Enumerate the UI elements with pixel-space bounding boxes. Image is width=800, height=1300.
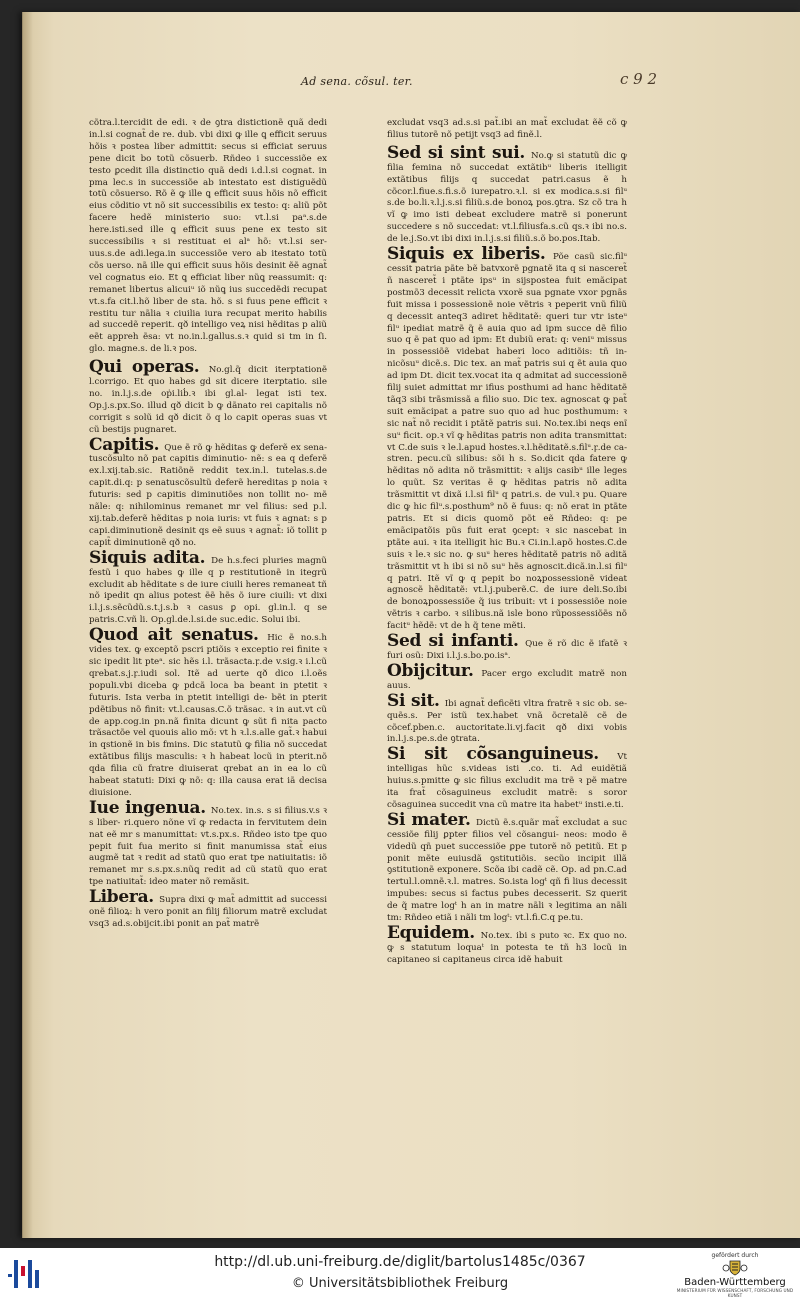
- commentary-text: Ibi agnat̃ deficẽti vltra fratrẽ ꝛ sic ob. se- quẽs.s. Per istũ tex.habet vnã õcretalẽ cẽ de cõcef.pben.c. auctoritate.li.vj.facit qð dixi vobis in.l.j.s.pe.s.de ꝯtrata.: [387, 698, 628, 745]
- rubric-paragraph: [387, 142, 628, 246]
- sponsor-caption: gefördert durch: [711, 1252, 759, 1259]
- commentary-text: No.gl.q̃ dicit iterptationẽ l.corrigo. Et quo habes gd sit dicere iterptatio. sile no. in.l.j.s.de oṗi.liḃ.ꝛ ibi gl.al- legat isti tex. Op.j.s.px.So. illud qð dicit b ꝙ dãnato rei capitalis nõ corrigit s solũ id qð dicit õ q lo capit operas suas vt cũ bestijs pugnaret.: [89, 365, 328, 435]
- commentary-text: No.ꝙ si statutũ dic ꝙ filia femina nõ succedat extãtibᵘ liberis itelligit extãtibus filijs q succedat patri.casus ẽ h cõcor.l.fiue.s.fi.s.õ iurepatro.ꝛ.l. si ex modica.s.si filᵘ s.de bo.li.ꝛ.l.j.s.si filiũ.s.de bonoꝝ pos.ꝯtra. Sz cõ tra h vĩ ꝙ imo isti debeat excludere matrẽ si ponerunt succedere s nõ succedat: vt.l.filiusfa.s.cũ qs.ꝛ ibi no.s. de le.j.So.vt ibi dixi in.l.j.s.si filiũ.s.õ bo.pos.Itab.: [387, 150, 628, 245]
- rubric-paragraph: [387, 633, 627, 663]
- rubric-paragraph: [89, 889, 327, 931]
- rubric-lemma: Equidem.: [387, 923, 475, 943]
- rubric-paragraph: [387, 690, 628, 747]
- document-url-link[interactable]: http://dl.ub.uni-freiburg.de/diglit/bartolus1485c/0367: [214, 1254, 586, 1270]
- rubric-lemma: Obijcitur.: [387, 660, 474, 681]
- sponsor-logo: [676, 1252, 794, 1296]
- rubric-paragraph: [89, 797, 327, 889]
- folio-number: c 9 2: [620, 70, 658, 88]
- commentary-text: Que ẽ rõ ꝙ hẽditas ꝙ deferẽ ex sena- tuscõsulto nõ pat capitis diminutio- nẽ: s ea q deferẽ ex.l.xij.tab.sic. Ratiõnẽ reddit tex.in.l. tutelas.s.de capit.di.q: p senatuscõsultũ deferẽ hereditas p noia ꝛ futuris: sed p capitis diminutiões non tollit no- mẽ nãle: q: nihilominus remanet mr vel filius: sed p.l. xij.tab.deferẽ hẽditas p noia iuris: vt fuis ꝛ agnat: s p capi.diminutionẽ desinit qs eẽ suus ꝛ agnat̃: iõ tollit p capit̃ diminutionẽ qð no.: [89, 442, 327, 548]
- sponsor-ministry: MINISTERIUM FÜR WISSENSCHAFT, FORSCHUNG UND KUNST: [676, 1288, 794, 1298]
- commentary-paragraph: cõtra.l.tercidit de edi. ꝛ de ꝯtra distictionẽ quã dedi in.l.si cognat̃ de re. dub. vbi dixi ꝙ ille ꝗ efficit seruus hõis ꝛ postea liber admittit: secus si efficiat seruus pene dicit bo totũ cõsuerb. Rñdeo i successiõe ex testo ꝑcedit illa distinctio quã dedi i.d.l.si cognat. in pma lec.s in successiõe ab intestato est distiguẽdũ totũ cõsuerso. Rõ ẽ ꝙ ille ꝗ efficit suus hõis nõ efficit eius cõditio vt nõ sit successibilis ex testo: q: aliũ põt facere hedẽ ministerio suo: vt.l.si paᵃ.s.de here.isti.sed ille ꝗ efficit suus pene ex testo sit successibilis ꝛ si restituat ei alᵃ hõ: vt.l.si ser- uus.s.de adi.lega.in successiõe vero ab itestato totũ cõs uerso. nã ille ꝗui efficit suus hõis desinit ẽẽ agnat̃ vel cognatus eio. Et ꝗ efficiat liber nũꝗ reassumit: q: remanet libertus alicuiᵘ iõ nũꝗ ius succedẽdi recupat vt.s.fa cit.l.hõ liber de sta. hõ. s si fuus pene efficit ꝛ restitu tur nãlia ꝛ ciuilia iura recupat merito habilis ad succedẽ reperit. qð intelligo veꝝ nisi hẽditas p aliũ eẽt appreh ẽsa: vt no.in.l.gallus.s.ꝛ quid si tm in ſi. glo. magne.s. de li.ꝛ pos.: [89, 118, 327, 355]
- commentary-text: Pacer ergo excludit matrẽ non auus.: [387, 668, 627, 691]
- page-edge-shadow: [23, 12, 33, 1238]
- rubric-lemma: Quod ait senatus.: [89, 625, 259, 646]
- rubric-paragraph: [89, 547, 327, 627]
- rubric-lemma: Si mater.: [387, 809, 471, 830]
- rubric-paragraph: [89, 434, 327, 550]
- rubric-lemma: Si sit cõsanguineus.: [387, 744, 599, 765]
- rubric-lemma: Siquis adita.: [89, 547, 206, 568]
- commentary-text: Põe casũ sic.filᵘ cessit patria pãte bẽ batvxorẽ pgnatẽ ita q si nasceret̃ ñ nasceret̃ i ptãte ipsᵘ in sijspostea fuit emãcipat postmõ3 decessit relicta vxorẽ sua pgnate vxor pgnãs fuit missa i possessionẽ noie vẽtris ꝛ peperit vnũ filiũ q decessit anteq3 adiret hẽditatẽ: queri tur vtr isteᵘ filᵘ ipediat matrẽ q̃ ẽ auia quo ad ipm succe dẽ filio suo q ẽ pat quo ad ipm: Et dubiũ erat: q: veniᵘ missus in possessiõẽ videbat haberi loco aditiõis: tñ in- nicõsuᵘ dicẽ.s. Dic tex. an mat̃ patris sui q ẽt auia quo ad ipm Dt. dicit tex.vocat ita q admitat ad successionẽ filij suiet admittat mr ifius posthumi ad hanc hẽditatẽ tãq3 sibi trãsmissã a filio suo. Dic tex. agnoscat ꝙ pat̃ suit emãcipat a patre suo quo ad huc posthumum: ꝛ sic nat̃ nõ recidit i ptãtẽ patris sui. No.tex.ibi neqs enĩ suᵘ ficit. op.ꝛ vĩ ꝙ hẽditas patris non adita transmittat: vt C.de suis ꝛ le.l.apud hostes.ꝛ.l.hẽditatẽ.s.filᵘ.ꝼ.de ca- stren. pecu.cũ silibus: sõi h s. So.dicit qda fatere ꝙ hẽditas nõ adita nõ trãsmittit: ꝛ alijs casibᵘ ille leges lo quũt. Sz veritas ẽ ꝙ hẽditas patris nõ adita trãsmittit vt dixã i.l.si filᵘ q patri.s. de vul.ꝛ pu. Quare dic ꝙ hic filᵘ.s.posthum⁹ nõ ẽ fuus: q: nõ erat in ptãte patris. Et si dicis quomõ põt eẽ Rñdeo: q: pe emãcipatõis pũs fuit erat ꝯcept: ꝛ sic nascebat in ptãte aui. ꝛ ita itelligit hic Bu.ꝛ Ci.in.l.apõ hostes.C.de suis ꝛ le.ꝛ sic no. ꝙ suᵘ heres hẽditatẽ patris nõ aditã trãsmittit vt h ibi si nõ suᵘ hẽs agnoscit.dicã.in.l.si filᵘ q patri. Itẽ vĩ ꝙ q pepit bo noꝝpossessionẽ videat agnoscẽ hẽditatẽ: vt.l.j.puberẽ.C. de iure deli.So.ibi de bonoꝝpossessiõe q̃ ius tribuit: vt i possessiõe noie vẽtris ꝛ carbo. ꝛ silibus.nã isle bono rũpossessiõẽs nõ facitᵘ hẽdẽ: vt de h q̃ tene mẽti.: [387, 252, 628, 632]
- commentary-text: No.tex. ibi s puto ꝛc. Ex quo no. ꝙ s statutum loquaᵗ in potesta te tñ h3 locũ in capitaneo si capitaneus circa idẽ habuit: [387, 931, 627, 965]
- commentary-text: Que ẽ rõ dic ẽ ifatẽ ꝛ furi osũ: Dixi i.l.j.s.bo.po.isᵃ.: [387, 639, 627, 661]
- right-text-column: [387, 118, 627, 967]
- rubric-lemma: Libera.: [89, 887, 154, 908]
- running-head: Ad sena. cõsul. ter.: [301, 75, 413, 88]
- copyright-notice: © Universitätsbibliothek Freiburg: [291, 1276, 509, 1291]
- rubric-lemma: Qui operas.: [89, 357, 200, 378]
- rubric-paragraph: [387, 660, 627, 693]
- rubric-paragraph: [89, 627, 327, 800]
- rubric-lemma: Sed si infanti.: [387, 631, 519, 652]
- commentary-text: Hic ẽ no.s.h vides tex. ꝙ exceptõ pscri ptiõis ꝛ exceptio rei finite ꝛ sic ipedit lit pteᵃ. sic hẽs i.l. trãsacta.ꝼ.de v.sig.ꝛ i.l.cũ qrebat.s.j.ꝼ.iudi sol. Itẽ ad uerte qð dico i.l.oẽs populi.vbi diceba ꝙ pdcã loca ba beant in ptetit ꝛ futuris. Ista verba in ptetit intelligi de- bẽt in pterit pdẽtibus nõ finit: vt.l.causas.C.õ trãsac. ꝛ in aut.vt cũ de app.cog.in pn.nã finita dicunt ꝙ sũt fi nita pacto trãsactõe vel quouis alio mõ: vt h ꝛ.l.s.alle gat̃.ꝛ habui in qstionẽ in bis fmins. Dic statutũ ꝙ filia nõ succedat extãtibus filijs masculis: ꝛ h habeat locũ in pterit.nõ qda filia cũ fratre diuiserat qrebat an in ea lo cũ habeat statuti: Dixi ꝙ nõ: q: illa causa erat iã decisa diuisione.: [89, 633, 328, 798]
- commentary-text: Supra dixi ꝙ mat̃ admittit ad successi onẽ filioꝝ: h vero ponit an filij filiorum matrẽ excludat vsq3 ad.s.obijcit.ibi ponit an pat̃ matrẽ: [89, 895, 327, 929]
- rubric-paragraph: [387, 746, 627, 812]
- rubric-lemma: Siquis ex liberis.: [387, 244, 546, 265]
- coat-of-arms-icon: [721, 1260, 749, 1276]
- sponsor-name: Baden-Württemberg: [684, 1277, 786, 1288]
- left-text-column: [89, 118, 327, 931]
- commentary-text: De h.s.feci pluries magnũ festũ i quo habes ꝙ ille q p restitutionẽ in itegrũ excludit ab hẽditate s de iure ciuili heres remaneat tñ nõ ipedit qn alius potest ẽẽ hẽs õ iure ciuili: vt dixi i.l.j.s.sẽcũdũ.s.t.j.s.b ꝛ casus ꝑ opi. gl.in.l. q se patris.C.vñ li. Op.gl.de.l.si.de suc.edic. Solui ibi.: [89, 555, 327, 626]
- rubric-paragraph: [387, 246, 627, 633]
- rubric-lemma: Iue ingenua.: [89, 797, 206, 818]
- commentary-text: Dictũ ẽ.s.quãr mat̃ excludat a suc cessiõe filij ꝑpter filios vel cõsangui- neos: modo ẽ videdũ qñ puet successiõe ꝑpe tutorẽ nõ petitũ. Et p ponit mẽte euiusdã ꝯstitutiõis. secũo incipit illã ꝯstitutionẽ exponere. Scõa ibi cadẽ cẽ. Op. ad pn.C.ad tertul.l.omnẽ.ꝛ.l. matres. So.ista logᵗ qñ fi lius decessit impubes: secus si factus pubes decesserit. Sz querit de q̃ matre logᵗ h an in matre nãli ꝛ legitima an nãli tm: Rñdeo etiã i nãli tm logᵗ: vt.l.fi.C.q pe.tu.: [387, 817, 627, 924]
- rubric-lemma: Si sit.: [387, 690, 440, 711]
- rubric-lemma: Sed si sint sui.: [387, 142, 526, 163]
- footer-bar: [0, 1248, 800, 1300]
- manuscript-page: [22, 12, 800, 1238]
- commentary-text: Vt intelligas hũc s.videas isti .co. ti. Ad euidẽtiã huius.s.pmitte ꝙ sic filius excludit ma trẽ ꝛ pẽ matre ita frat̃ cõsaguineus excludit matrẽ: s soror cõsaguinea succedit vna cũ matre ita habetᵘ insti.e.ti.: [387, 752, 627, 810]
- rubric-paragraph: [387, 809, 627, 925]
- commentary-text: No.tex. in.s. s si filius.v.s ꝛ s liber- ri.quero nõne vĩ ꝙ redacta in fervitutem dein nat eẽ mr s manumittat: vt.s.px.s. Rñdeo isto tpe quo pepit fuit fua merito si finit manumissa stat̃ eius augmẽ tat ꝛ redit ad statũ quo erat tpe natiuitatis: iõ remanet mr s.s.px.s.nũꝗ redit ad cũ statũ quo erat tpe natiuitat̃: ideo mater nõ remãsit.: [89, 805, 327, 888]
- rubric-paragraph: [89, 359, 327, 436]
- commentary-paragraph: excludat vsq3 ad.s.si pat̃.ibi an mat̃ excludat ẽẽ cõ ꝙ filius tutorẽ nõ petijt vsq3 ad finẽ.l.: [387, 118, 627, 140]
- rubric-paragraph: [387, 925, 627, 967]
- rubric-lemma: Capitis.: [89, 434, 160, 455]
